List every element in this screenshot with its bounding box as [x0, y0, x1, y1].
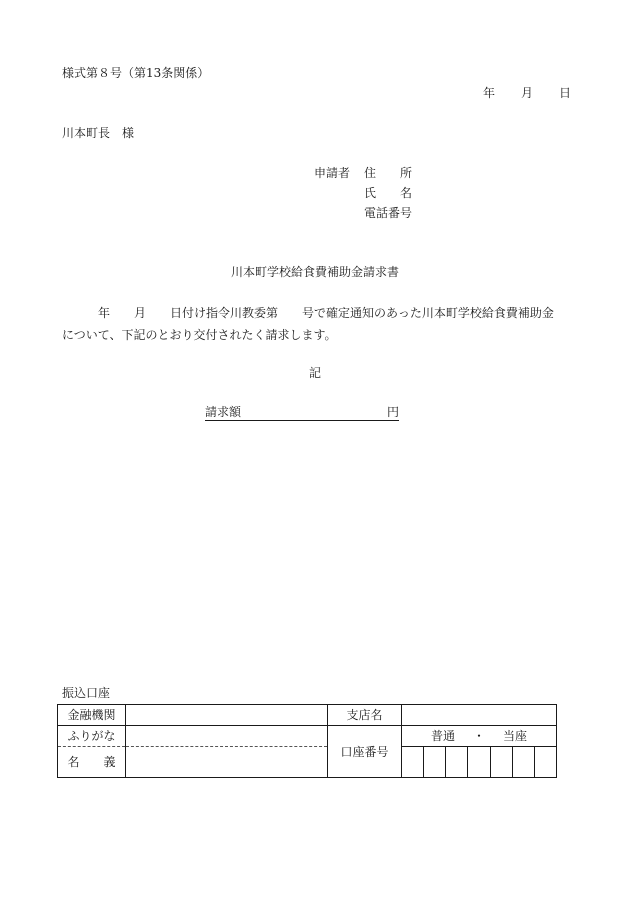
type-regular: 普通: [430, 729, 455, 743]
date-month: 月: [521, 86, 534, 100]
digit-box[interactable]: [534, 747, 556, 777]
branch-label: 支店名: [328, 705, 402, 726]
claim-amount-line: [205, 405, 399, 421]
digit-box[interactable]: [512, 747, 534, 777]
addressee: 川本町長 様: [62, 126, 135, 140]
body-text-line-2: について、下記のとおり交付されたく請求します。: [62, 328, 337, 342]
digit-box[interactable]: [402, 747, 423, 777]
date-year: 年: [483, 86, 496, 100]
bank-account-table: [57, 704, 557, 778]
type-separator: ・: [472, 729, 485, 743]
ki-heading: 記: [308, 366, 321, 380]
institution-label: 金融機関: [58, 705, 126, 726]
bank-heading: 振込口座: [62, 686, 111, 700]
date-line: [483, 86, 571, 100]
form-number: 様式第８号（第13条関係）: [62, 66, 210, 80]
account-number-label: 口座番号: [328, 726, 402, 778]
furigana-label: ふりがな: [58, 726, 126, 747]
furigana-value[interactable]: [126, 726, 328, 747]
branch-value[interactable]: [402, 705, 557, 726]
account-number-digits[interactable]: [402, 747, 557, 778]
address-field-label: 住 所: [364, 166, 413, 180]
digit-box[interactable]: [423, 747, 445, 777]
body-text-line-1: 年 月 日付け指令川教委第 号で確定通知のあった川本町学校給食費補助金: [62, 306, 554, 320]
digit-box[interactable]: [467, 747, 489, 777]
phone-field-label: 電話番号: [364, 206, 413, 220]
applicant-label: 申請者: [314, 166, 351, 180]
digit-box[interactable]: [490, 747, 512, 777]
claim-currency: 円: [386, 405, 399, 419]
document-title: 川本町学校給食費補助金請求書: [230, 265, 399, 279]
holder-value[interactable]: [126, 747, 328, 778]
account-type[interactable]: [402, 726, 557, 747]
holder-label: 名 義: [58, 747, 126, 778]
date-day: 日: [559, 86, 572, 100]
name-field-label: 氏 名: [364, 186, 413, 200]
institution-value[interactable]: [126, 705, 328, 726]
claim-label: 請求額: [205, 405, 242, 419]
type-current: 当座: [503, 729, 528, 743]
digit-box[interactable]: [445, 747, 467, 777]
